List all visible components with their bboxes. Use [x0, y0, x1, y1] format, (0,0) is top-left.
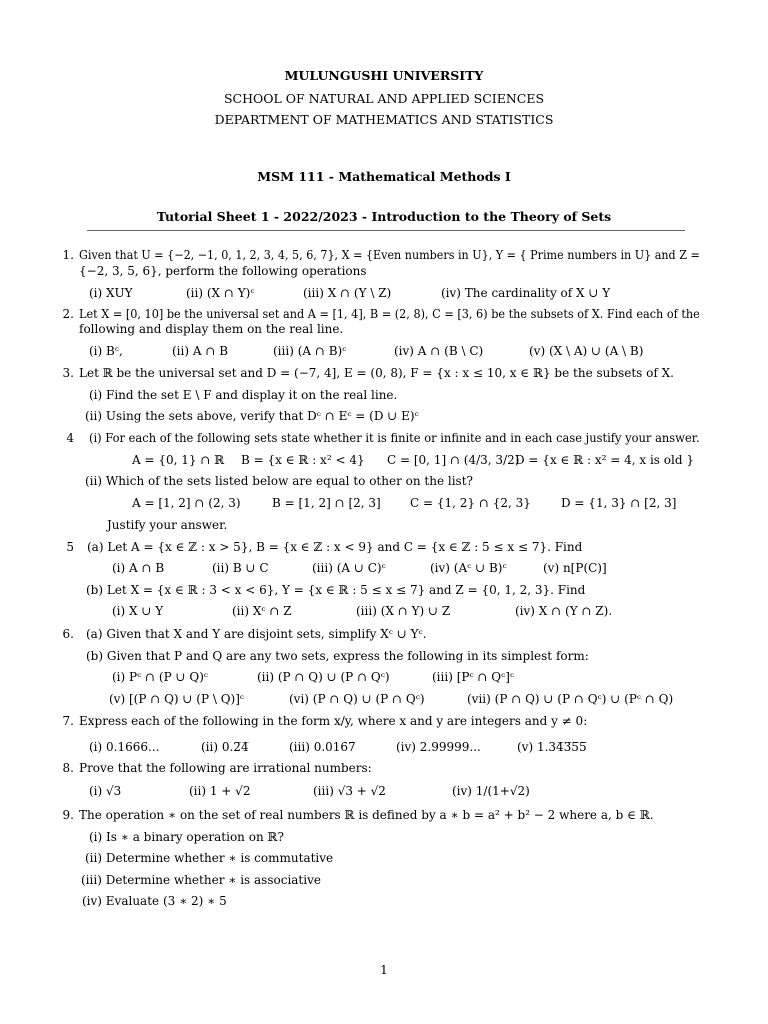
q5-subpart: (i) X ∪ Y — [112, 604, 164, 618]
q5-part-a: (a) Let A = {x ∈ ℤ : x > 5}, B = {x ∈ ℤ : x < 9} and C = {x ∈ ℤ : 5 ≤ x ≤ 7}. Find — [87, 540, 583, 554]
q9-part: (iii) Determine whether ∗ is associative — [81, 873, 321, 887]
q8-part: (iii) √3 + √2 — [313, 784, 386, 798]
q6-subpart: (v) [(P ∩ Q) ∪ (P \ Q)]ᶜ — [109, 692, 245, 706]
q6-part-b: (b) Given that P and Q are any two sets, express the following in its simplest form: — [86, 649, 589, 663]
course-title: MSM 111 - Mathematical Methods I — [257, 169, 511, 184]
q4-part-ii: (ii) Which of the sets listed below are equal to other on the list? — [85, 474, 473, 488]
q1-part: (iii) X ∩ (Y \ Z) — [303, 286, 392, 300]
q2-text-line2: following and display them on the real line. — [79, 322, 344, 336]
sheet-title: Tutorial Sheet 1 - 2022/2023 - Introduction to the Theory of Sets — [156, 209, 612, 224]
q3-part-ii: (ii) Using the sets above, verify that Dᶜ ∩ Eᶜ = (D ∪ E)ᶜ — [85, 409, 419, 423]
q6-part-a: (a) Given that X and Y are disjoint sets, simplify Xᶜ ∪ Yᶜ. — [86, 627, 427, 641]
q8-part: (ii) 1 + √2 — [189, 784, 251, 798]
q9-part: (iv) Evaluate (3 ∗ 2) ∗ 5 — [82, 894, 227, 908]
q2-part: (iii) (A ∩ B)ᶜ — [273, 344, 347, 358]
q2-number: 2. — [62, 307, 74, 321]
q4-set: C = [0, 1] ∩ (4/3, 3/2) — [387, 453, 520, 467]
q4-set: A = [1, 2] ∩ (2, 3) — [132, 496, 241, 510]
q6-subpart: (iii) [Pᶜ ∩ Qᶜ]ᶜ — [432, 670, 515, 684]
q6-number: 6. — [62, 627, 74, 641]
q7-part: (ii) 0.2̅4̅ — [201, 740, 249, 754]
q5-subpart: (iv) X ∩ (Y ∩ Z). — [515, 604, 613, 618]
q4-number: 4 — [66, 431, 74, 445]
q8-number: 8. — [62, 761, 74, 775]
q6-subpart: (vii) (P ∩ Q) ∪ (P ∩ Qᶜ) ∪ (Pᶜ ∩ Q) — [467, 692, 674, 706]
q3-part-i: (i) Find the set E \ F and display it on the real line. — [89, 388, 398, 402]
q4-set: D = {1, 3} ∩ [2, 3] — [561, 496, 677, 510]
q1-part: (iv) The cardinality of X ∪ Y — [441, 286, 611, 300]
q1-part: (ii) (X ∩ Y)ᶜ — [186, 286, 255, 300]
q9-text: The operation ∗ on the set of real numbers ℝ is defined by a ∗ b = a² + b² − 2 where a, b ∈ ℝ. — [79, 808, 654, 822]
q4-set: B = [1, 2] ∩ [2, 3] — [272, 496, 381, 510]
q7-part: (v) 1.34̅3̅5̅5̅ — [517, 740, 587, 754]
q3-text: Let ℝ be the universal set and D = (−7, 4], E = (0, 8), F = {x : x ≤ 10, x ∈ ℝ} be the subsets of X. — [79, 366, 674, 380]
school-name: SCHOOL OF NATURAL AND APPLIED SCIENCES — [223, 91, 545, 106]
q7-part: (iii) 0.016̇7̇ — [289, 740, 356, 754]
q7-number: 7. — [62, 714, 74, 728]
q2-part: (ii) A ∩ B — [172, 344, 229, 358]
q6-subpart: (i) Pᶜ ∩ (P ∪ Q)ᶜ — [112, 670, 209, 684]
q5-subpart: (i) A ∩ B — [112, 561, 165, 575]
q8-part: (i) √3 — [89, 784, 122, 798]
q8-text: Prove that the following are irrational numbers: — [79, 761, 372, 775]
q5-subpart: (v) n[P(C)] — [543, 561, 607, 575]
q5-subpart: (iii) (X ∩ Y) ∪ Z — [356, 604, 451, 618]
q4-set: C = {1, 2} ∩ {2, 3} — [410, 496, 531, 510]
q9-part: (ii) Determine whether ∗ is commutative — [85, 851, 334, 865]
q5-subpart: (ii) Xᶜ ∩ Z — [232, 604, 292, 618]
department-name: DEPARTMENT OF MATHEMATICS AND STATISTICS — [214, 112, 554, 127]
q5-number: 5 — [66, 540, 74, 554]
university-name: MULUNGUSHI UNIVERSITY — [284, 68, 484, 83]
q7-part: (iv) 2.99999... — [396, 740, 481, 754]
q2-part: (v) (X \ A) ∪ (A \ B) — [529, 344, 644, 358]
q5-subpart: (ii) B ∪ C — [212, 561, 269, 575]
q1-part: (i) XUY — [89, 286, 133, 300]
q4-justify: Justify your answer. — [107, 518, 228, 532]
q7-text: Express each of the following in the form x/y, where x and y are integers and y ≠ 0: — [79, 714, 588, 728]
q1-text-line2: {−2, 3, 5, 6}, perform the following operations — [79, 264, 367, 278]
q8-part: (iv) 1/(1+√2) — [452, 784, 530, 798]
q5-subpart: (iii) (A ∪ C)ᶜ — [312, 561, 386, 575]
q4-set: B = {x ∈ ℝ : x² < 4} — [241, 453, 365, 467]
q4-set: D = {x ∈ ℝ : x² = 4, x is old } — [515, 453, 694, 467]
q9-number: 9. — [62, 808, 74, 822]
q2-part: (iv) A ∩ (B \ C) — [394, 344, 484, 358]
q2-text-line1: Let X = [0, 10] be the universal set and A = [1, 4], B = (2, 8), C = [3, 6) be the subsets of X. Find each of the — [79, 307, 700, 321]
q1-number: 1. — [62, 248, 74, 262]
q2-part: (i) Bᶜ, — [89, 344, 123, 358]
q4-set: A = {0, 1} ∩ ℝ — [132, 453, 225, 467]
q7-part: (i) 0.1666... — [89, 740, 160, 754]
q5-part-b: (b) Let X = {x ∈ ℝ : 3 < x < 6}, Y = {x ∈ ℝ : 5 ≤ x ≤ 7} and Z = {0, 1, 2, 3}. Find — [86, 583, 586, 597]
q6-subpart: (vi) (P ∩ Q) ∪ (P ∩ Qᶜ) — [289, 692, 425, 706]
q4-part-i: (i) For each of the following sets state whether it is finite or infinite and in each case justify your answer. — [89, 431, 700, 445]
title-divider — [87, 230, 685, 231]
q6-subpart: (ii) (P ∩ Q) ∪ (P ∩ Qᶜ) — [257, 670, 390, 684]
page-number: 1 — [380, 963, 388, 977]
q9-part: (i) Is ∗ a binary operation on ℝ? — [89, 830, 284, 844]
q1-text-line1: Given that U = {−2, −1, 0, 1, 2, 3, 4, 5, 6, 7}, X = {Even numbers in U}, Y = { Prime numbers in U} and Z = — [79, 248, 700, 262]
q3-number: 3. — [62, 366, 74, 380]
q5-subpart: (iv) (Aᶜ ∪ B)ᶜ — [430, 561, 507, 575]
